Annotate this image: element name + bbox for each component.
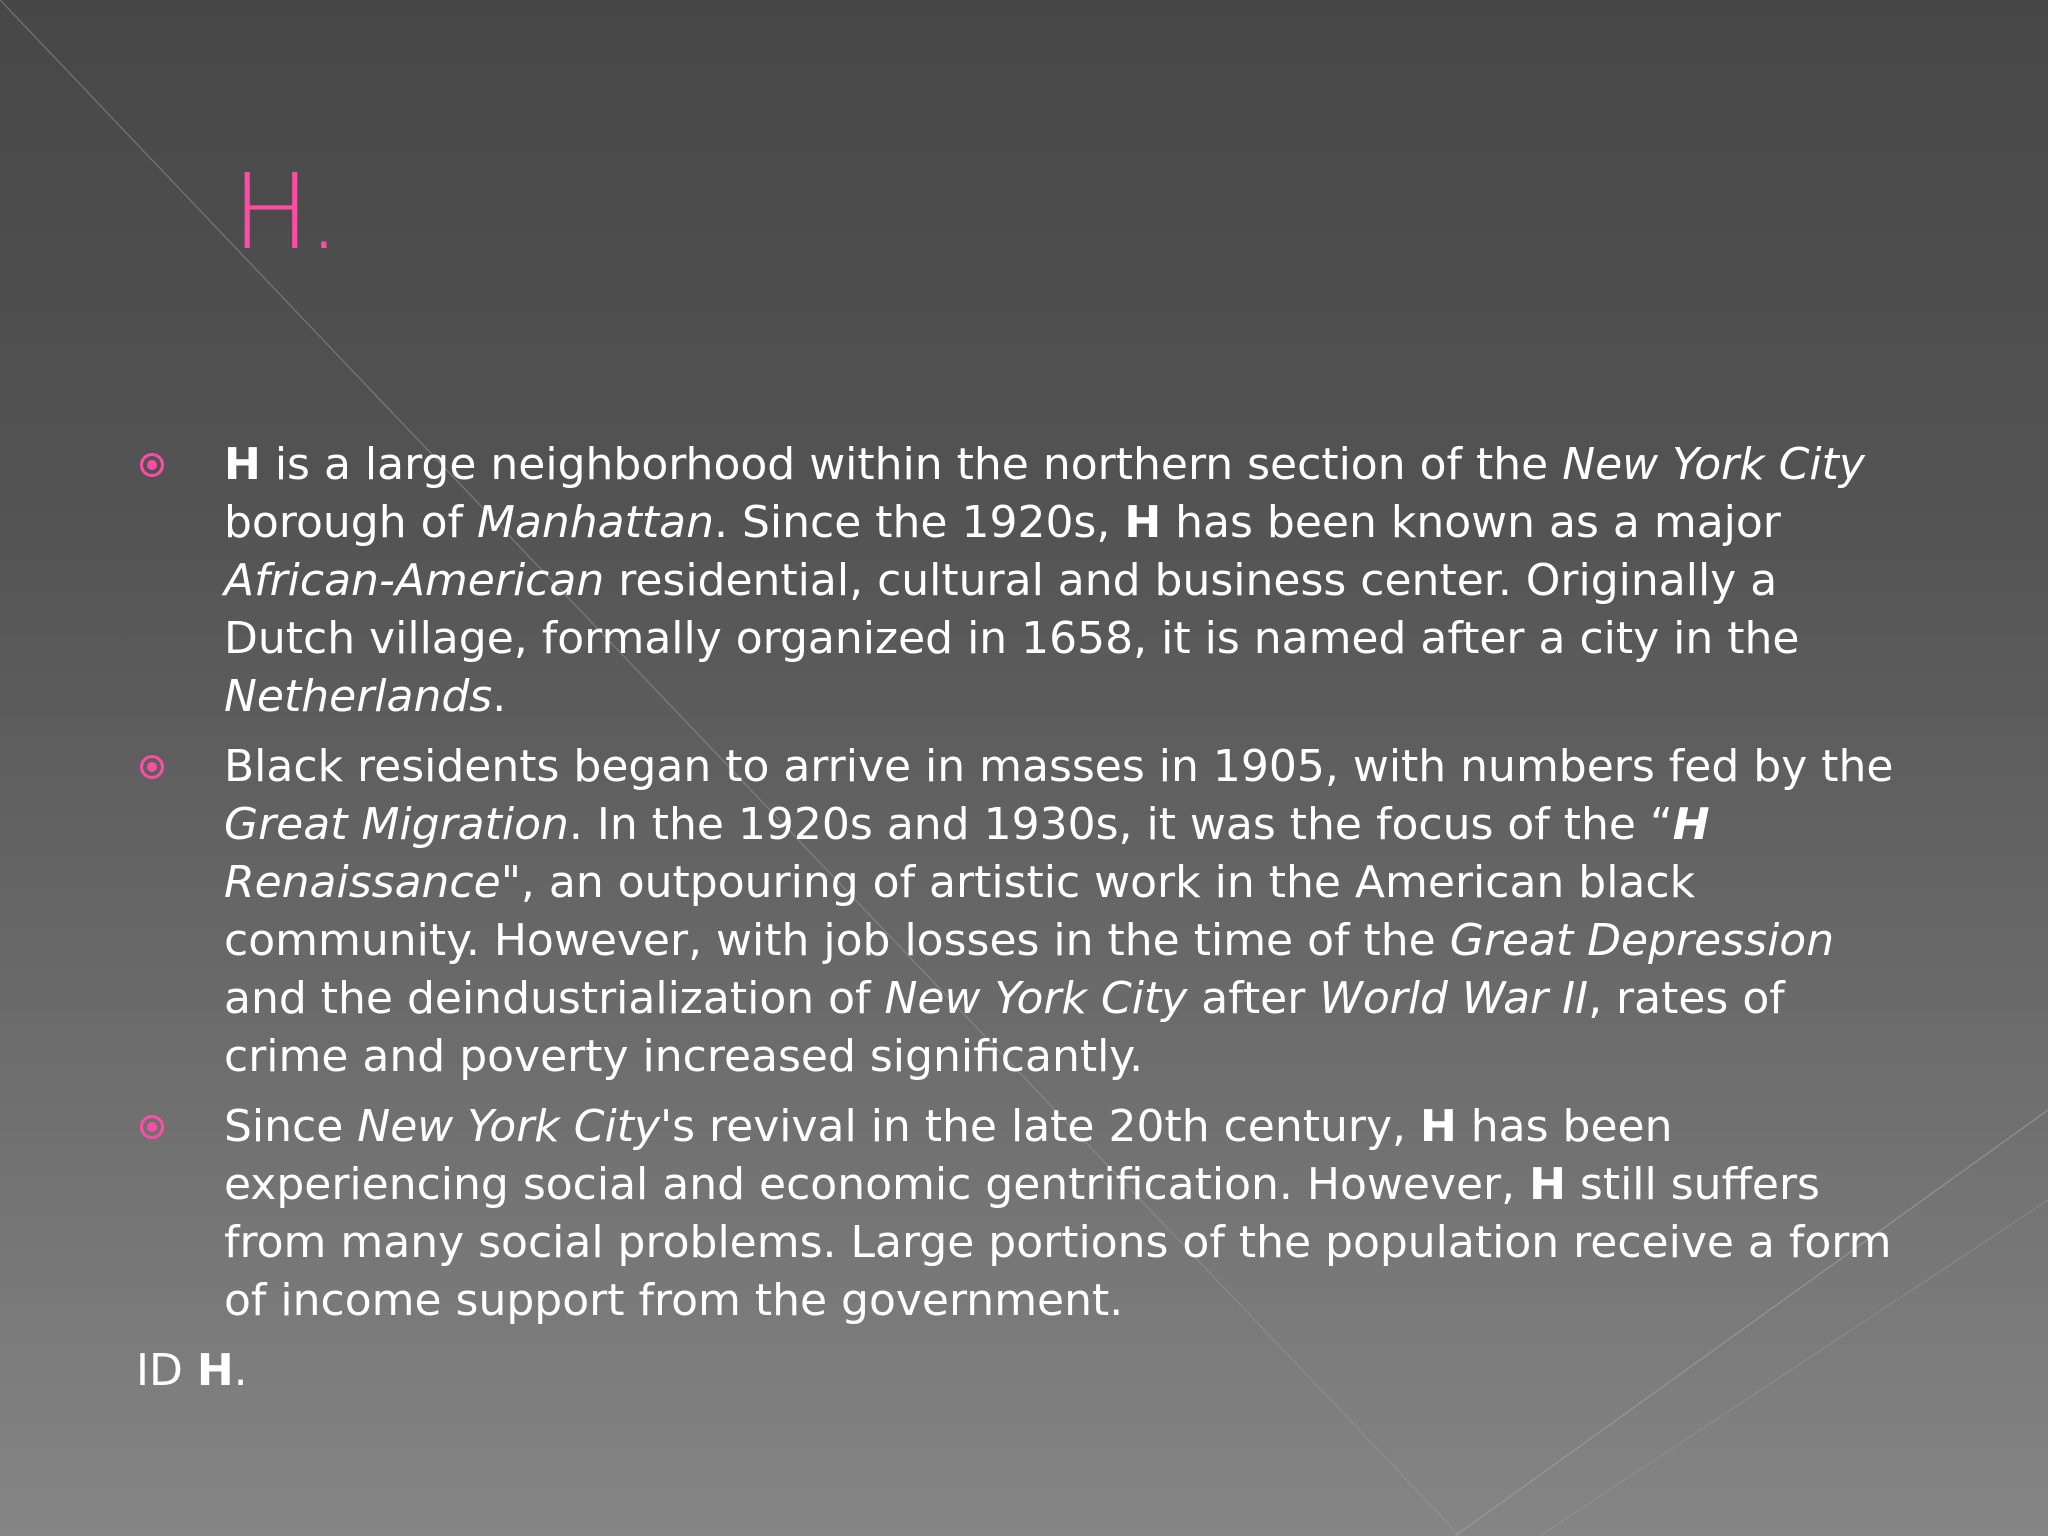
bullet-text: H is a large neighborhood within the northern section of the New York City borough of Manhattan. Since the 1920s, H has been known as a major African-American residential, cultural and business center. Originally a Dutch village, formally organized in 1658, it is named after a city in the Netherlands. xyxy=(224,439,1865,722)
bullet-item xyxy=(136,1098,1916,1330)
footer-text: ID H. xyxy=(136,1345,248,1396)
bullet-item xyxy=(136,436,1916,726)
bullet-icon xyxy=(140,1115,164,1139)
bullet-icon xyxy=(140,755,164,779)
slide-title: H. xyxy=(232,151,340,273)
bullet-text: Black residents began to arrive in masses in 1905, with numbers fed by the Great Migration. In the 1920s and 1930s, it was the focus of the “H Renaissance", an outpouring of artistic work in the American black community. However, with job losses in the time of the Great Depression and the deindustrialization of New York City after World War II, rates of crime and poverty increased significantly. xyxy=(224,741,1894,1082)
bullet-text: Since New York City's revival in the late 20th century, H has been experiencing social and economic gentrification. However, H still suffers from many social problems. Large portions of the population receive a form of income support from the government. xyxy=(224,1101,1892,1326)
bullet-icon xyxy=(140,453,164,477)
bullet-item xyxy=(136,738,1916,1086)
slide-content xyxy=(136,436,1916,1400)
